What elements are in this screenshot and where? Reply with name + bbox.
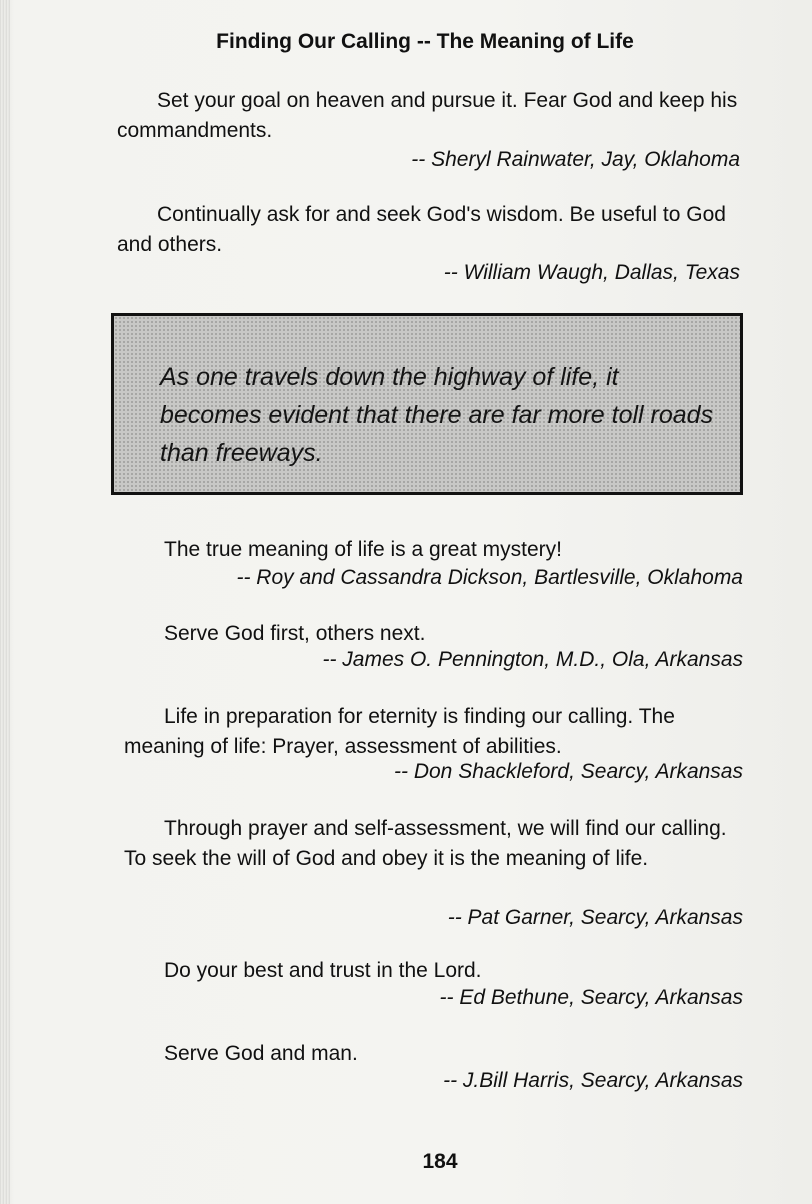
quote-box [111, 313, 743, 495]
entry-5-attribution: -- Don Shackleford, Searcy, Arkansas [394, 760, 743, 783]
entry-8 [124, 1039, 746, 1069]
entry-6-text: Through prayer and self-assessment, we will find our calling. To seek the will of God and obey it is the meaning of life. [124, 817, 727, 870]
entry-1-attribution: -- Sheryl Rainwater, Jay, Oklahoma [411, 148, 740, 171]
entry-3 [124, 535, 744, 565]
entry-4-attribution: -- James O. Pennington, M.D., Ola, Arkansas [322, 648, 743, 671]
quote-text: As one travels down the highway of life, it becomes evident that there are far more toll roads than freeways. [160, 363, 714, 467]
entry-7-text: Do your best and trust in the Lord. [164, 959, 482, 982]
entry-2-text: Continually ask for and seek God's wisdom. Be useful to God and others. [117, 203, 726, 256]
page-title: Finding Our Calling -- The Meaning of Life [216, 30, 634, 53]
entry-6-attribution: -- Pat Garner, Searcy, Arkansas [447, 906, 743, 929]
entry-8-attribution: -- J.Bill Harris, Searcy, Arkansas [443, 1069, 743, 1092]
entry-6 [124, 814, 746, 874]
entry-3-attribution: -- Roy and Cassandra Dickson, Bartlesville, Oklahoma [236, 566, 743, 589]
entry-4-text: Serve God first, others next. [164, 622, 426, 645]
entry-1-text: Set your goal on heaven and pursue it. Fear God and keep his commandments. [117, 89, 738, 142]
entry-5-text: Life in preparation for eternity is finding our calling. The meaning of life: Prayer, assessment of abilities. [124, 705, 675, 758]
entry-2-attribution: -- William Waugh, Dallas, Texas [443, 261, 740, 284]
entry-5 [124, 702, 746, 762]
entry-7-attribution: -- Ed Bethune, Searcy, Arkansas [439, 986, 743, 1009]
entry-7 [124, 956, 746, 986]
entry-1 [117, 86, 739, 146]
entry-8-text: Serve God and man. [164, 1042, 358, 1065]
page-edge [0, 0, 10, 1204]
entry-2 [117, 200, 739, 260]
page-number: 184 [422, 1150, 458, 1173]
entry-3-text: The true meaning of life is a great mystery! [164, 538, 563, 561]
